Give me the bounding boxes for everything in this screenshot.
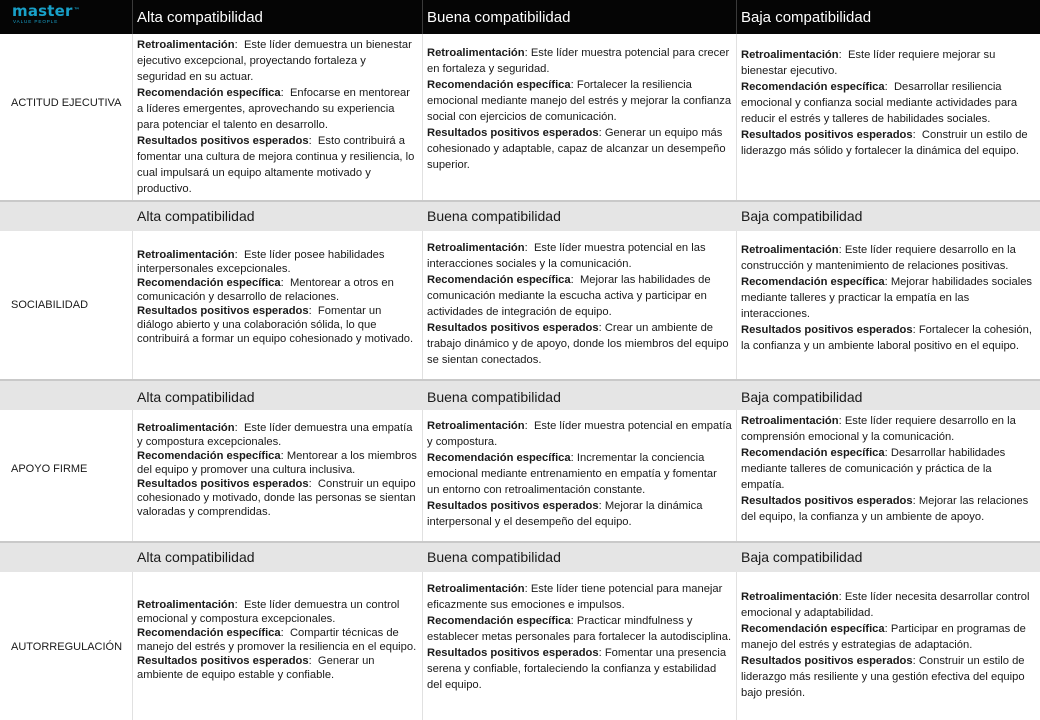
- row-label: APOYO FIRME: [11, 463, 88, 475]
- cell-buena: Retroalimentación: Este líder tiene potencial para manejar eficazmente sus emociones e impulsos. Recomendación específica: Practicar mindfulness y establecer metas personales para fortalecer la autodisciplina. Resultados positivos esperados: Fomentar una presencia serena y confiable, fortaleciendo la confianza y estabilidad del equipo.: [427, 583, 732, 691]
- header-baja: Baja compatibilidad: [741, 9, 872, 26]
- row-label: ACTITUD EJECUTIVA: [11, 97, 122, 109]
- subheader-row: Alta compatibilidad Buena compatibilidad Baja compatibilidad: [0, 379, 1040, 410]
- cell-alta: Retroalimentación: Este líder demuestra un control emocional y compostura excepcionales. Recomendación específica: Compartir técnicas de manejo del estrés y promover la resiliencia en el equipo. Resultados positivos esperados: Generar un ambiente de equipo estable y confiable.: [137, 599, 417, 681]
- master-logo: master™ VALUE PEOPLE: [12, 2, 80, 24]
- header-buena: Buena compatibilidad: [423, 0, 737, 34]
- section-actitud-ejecutiva: [0, 34, 1040, 200]
- row-label: AUTORREGULACIÓN: [11, 641, 123, 653]
- section-autorregulacion: [0, 572, 1040, 720]
- subheader-row: Alta compatibilidad Buena compatibilidad Baja compatibilidad: [0, 541, 1040, 572]
- cell-buena: Retroalimentación: Este líder muestra potencial en empatía y compostura. Recomendación específica: Incrementar la conciencia emocional mediante entrenamiento en empatía y fomentar un entorno con retroalimentación constante. Resultados positivos esperados: Mejorar la dinámica interpersonal y el desempeño del equipo.: [427, 420, 732, 528]
- cell-alta: Retroalimentación: Este líder posee habilidades interpersonales excepcionales. Recomendación específica: Mentorear a otros en comunicación y desarrollo de relaciones. Resultados positivos esperados: Fomentar un diálogo abierto y una colaboración sólida, lo que contribuirá a formar un equipo cohesionado y motivado.: [137, 249, 414, 345]
- header-alta: Alta compatibilidad: [133, 0, 423, 34]
- cell-baja: Retroalimentación: Este líder requiere desarrollo en la construcción y mantenimiento de relaciones positivas. Recomendación específica: Mejorar habilidades sociales mediante talleres y practicar la empatía en las interacciones. Resultados positivos esperados: Fortalecer la cohesión, la confianza y un ambiente laboral positivo en el equipo.: [741, 244, 1033, 352]
- cell-buena: Retroalimentación: Este líder muestra potencial para crecer en fortaleza y seguridad. Recomendación específica: Fortalecer la resiliencia emocional mediante manejo del estrés y mejorar la confianza social con ejercicios de comunicación. Resultados positivos esperados: Generar un equipo más cohesionado y adaptable, capaz de alcanzar un desempeño superior.: [427, 47, 732, 171]
- section-sociabilidad: [0, 231, 1040, 379]
- row-label: SOCIABILIDAD: [11, 299, 89, 311]
- table-header: [0, 0, 1040, 34]
- cell-alta: Retroalimentación: Este líder demuestra una empatía y compostura excepcionales. Recomendación específica: Mentorear a los miembros del equipo y promover una cultura inclusiva. Resultados positivos esperados: Construir un equipo cohesionado y motivado, donde las personas se sientan valoradas y comprendidas.: [137, 422, 417, 518]
- cell-baja: Retroalimentación: Este líder requiere mejorar su bienestar ejecutivo. Recomendación específica: Desarrollar resiliencia emocional y confianza social mediante actividades para reducir el estrés y talleres de habilidades sociales. Resultados positivos esperados: Construir un estilo de liderazgo más sólido y fortalecer la dinámica del equipo.: [741, 49, 1028, 157]
- cell-alta: Retroalimentación: Este líder demuestra un bienestar ejecutivo excepcional, proyectando fortaleza y seguridad en su actuar. Recomendación específica: Enfocarse en mentorear a líderes emergentes, aprovechando su experiencia para potenciar el talento en desarrollo. Resultados positivos esperados: Esto contribuirá a fomentar una cultura de mejora continua y resiliencia, lo cual impulsará un equipo altamente motivado y productivo.: [137, 39, 415, 195]
- subheader-row: Alta compatibilidad Buena compatibilidad Baja compatibilidad: [0, 200, 1040, 231]
- cell-buena: Retroalimentación: Este líder muestra potencial en las interacciones sociales y la comunicación. Recomendación específica: Mejorar las habilidades de comunicación mediante la escucha activa y participar en actividades de integración de equipo. Resultados positivos esperados: Crear un ambiente de trabajo dinámico y de apoyo, donde los miembros del equipo se sientan conectados.: [427, 242, 729, 366]
- section-apoyo-firme: [0, 410, 1040, 541]
- logo-cell: [0, 0, 133, 34]
- cell-baja: Retroalimentación: Este líder requiere desarrollo en la comprensión emocional y la comunicación. Recomendación específica: Desarrollar habilidades mediante talleres de comunicación y práctica de la empatía. Resultados positivos esperados: Mejorar las relaciones del equipo, la confianza y un ambiente de apoyo.: [741, 415, 1029, 523]
- cell-baja: Retroalimentación: Este líder necesita desarrollar control emocional y adaptabilidad. Recomendación específica: Participar en programas de manejo del estrés y estrategias de adaptación. Resultados positivos esperados: Construir un estilo de liderazgo más resiliente y una gestión efectiva del equipo bajo presión.: [741, 591, 1030, 699]
